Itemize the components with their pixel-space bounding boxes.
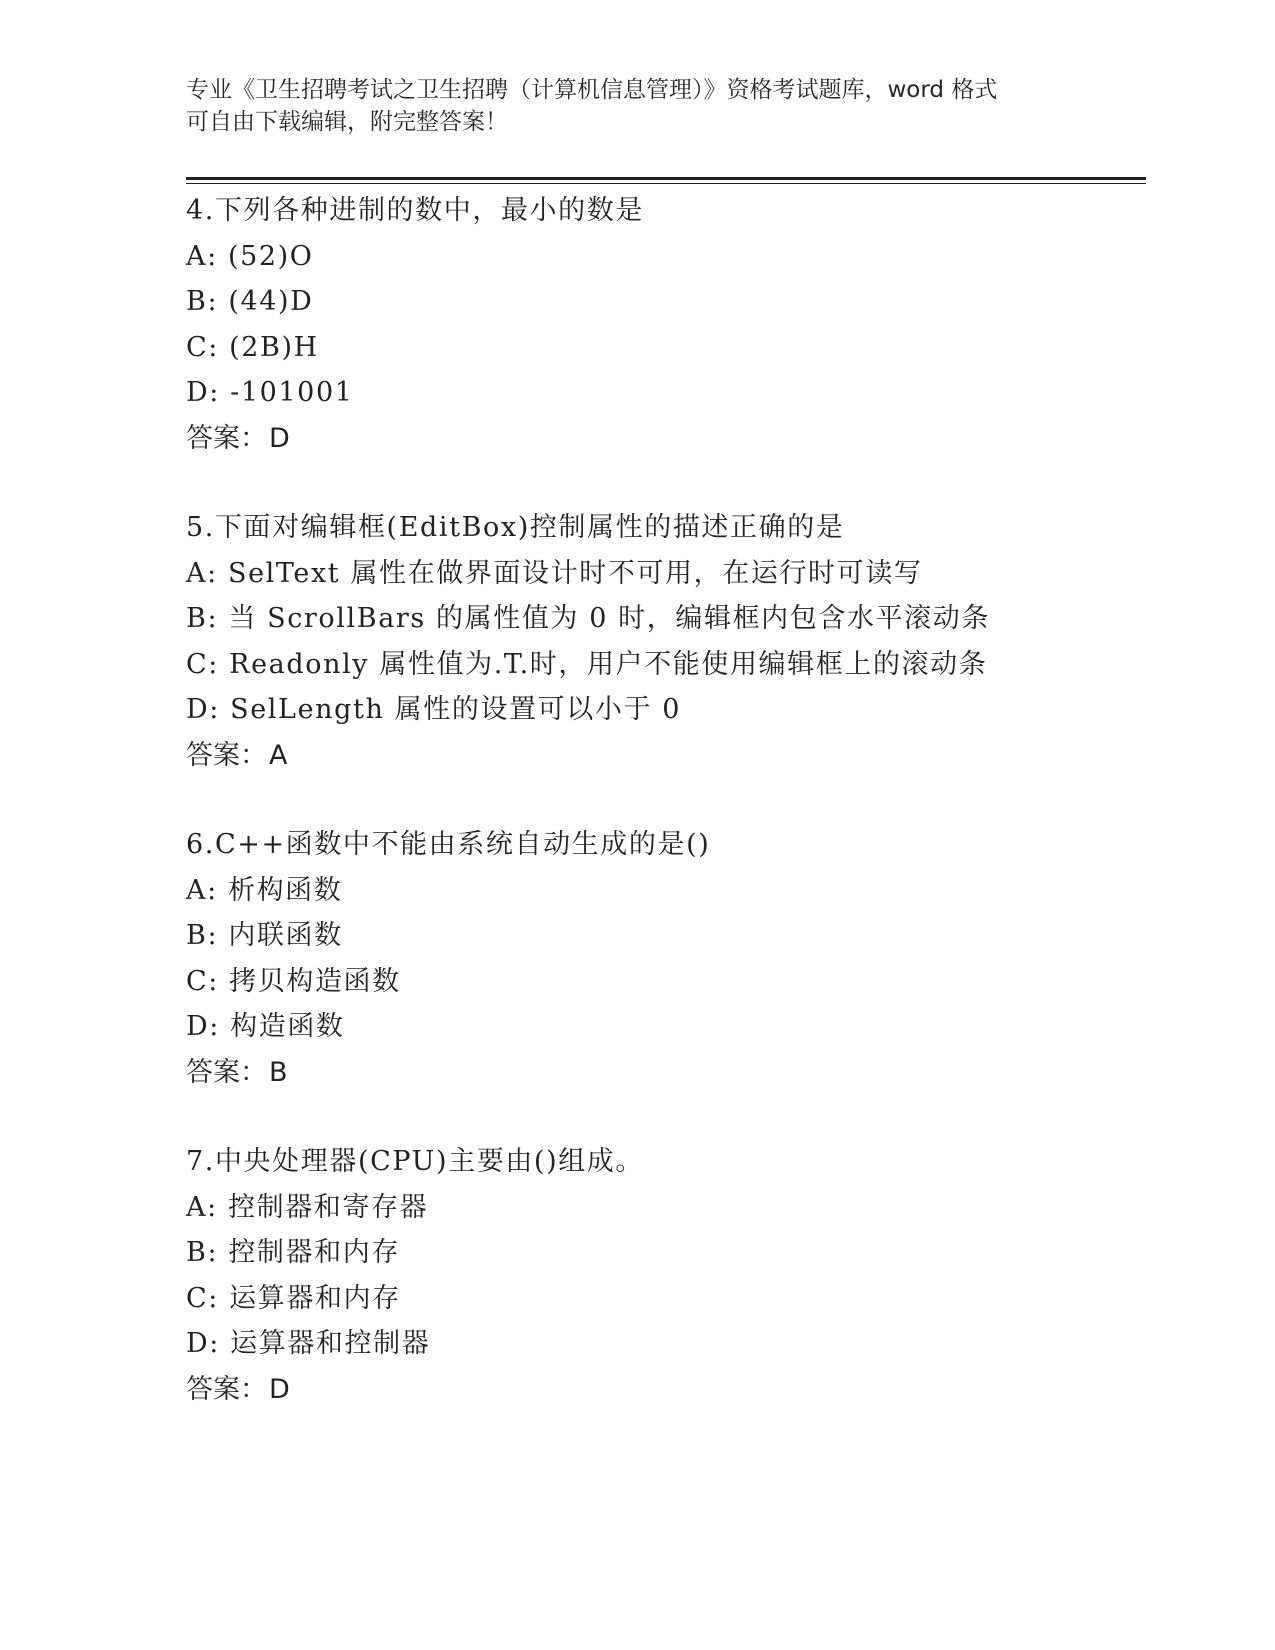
- option-c: C: (2B)H: [186, 331, 319, 363]
- answer-value: D: [269, 422, 290, 454]
- option-b: B: 内联函数: [186, 920, 343, 951]
- question-stem: 4.下列各种进制的数中，最小的数是: [186, 195, 644, 226]
- answer-value: A: [269, 739, 288, 771]
- option-a: A: 控制器和寄存器: [186, 1191, 429, 1223]
- answer-label: 答案：: [186, 422, 267, 454]
- option-b: B: 控制器和内存: [186, 1237, 400, 1268]
- option-d: D: 构造函数: [186, 1011, 345, 1042]
- answer-label: 答案：: [186, 1056, 267, 1088]
- option-b: B: (44)D: [186, 286, 314, 317]
- header-divider-thick: [186, 177, 1146, 180]
- question-5: [186, 505, 1146, 778]
- option-a: A: SelText 属性在做界面设计时不可用，在运行时可读写: [186, 557, 923, 589]
- answer-value: B: [269, 1056, 288, 1088]
- question-4: [186, 188, 1146, 461]
- option-a: A: 析构函数: [186, 874, 343, 906]
- answer: [186, 1367, 1146, 1413]
- option-b: B: 当 ScrollBars 的属性值为 0 时，编辑框内包含水平滚动条: [186, 603, 990, 634]
- option-c: C: 运算器和内存: [186, 1282, 401, 1314]
- answer-label: 答案：: [186, 739, 267, 771]
- option-c: C: 拷贝构造函数: [186, 965, 401, 997]
- option-d: D: 运算器和控制器: [186, 1328, 431, 1359]
- question-7: [186, 1139, 1146, 1412]
- answer-label: 答案：: [186, 1373, 267, 1405]
- question-stem: 5.下面对编辑框(EditBox)控制属性的描述正确的是: [186, 512, 845, 543]
- header-line-2: 可自由下载编辑，附完整答案！: [186, 109, 508, 135]
- question-list: [186, 188, 1146, 1456]
- answer: [186, 733, 1146, 779]
- answer-value: D: [269, 1373, 290, 1405]
- question-stem: 7.中央处理器(CPU)主要由()组成。: [186, 1146, 645, 1177]
- answer: [186, 416, 1146, 462]
- answer: [186, 1050, 1146, 1096]
- question-stem: 6.C++函数中不能由系统自动生成的是(): [186, 829, 711, 860]
- question-6: [186, 822, 1146, 1095]
- document-header: [186, 74, 1066, 138]
- option-d: D: SelLength 属性的设置可以小于 0: [186, 694, 681, 725]
- option-d: D: -101001: [186, 377, 354, 408]
- header-line-1: 专业《卫生招聘考试之卫生招聘（计算机信息管理）》资格考试题库，word 格式: [186, 77, 998, 103]
- option-c: C: Readonly 属性值为.T.时，用户不能使用编辑框上的滚动条: [186, 648, 988, 680]
- option-a: A: (52)O: [186, 240, 314, 272]
- header-divider-thin: [186, 183, 1146, 184]
